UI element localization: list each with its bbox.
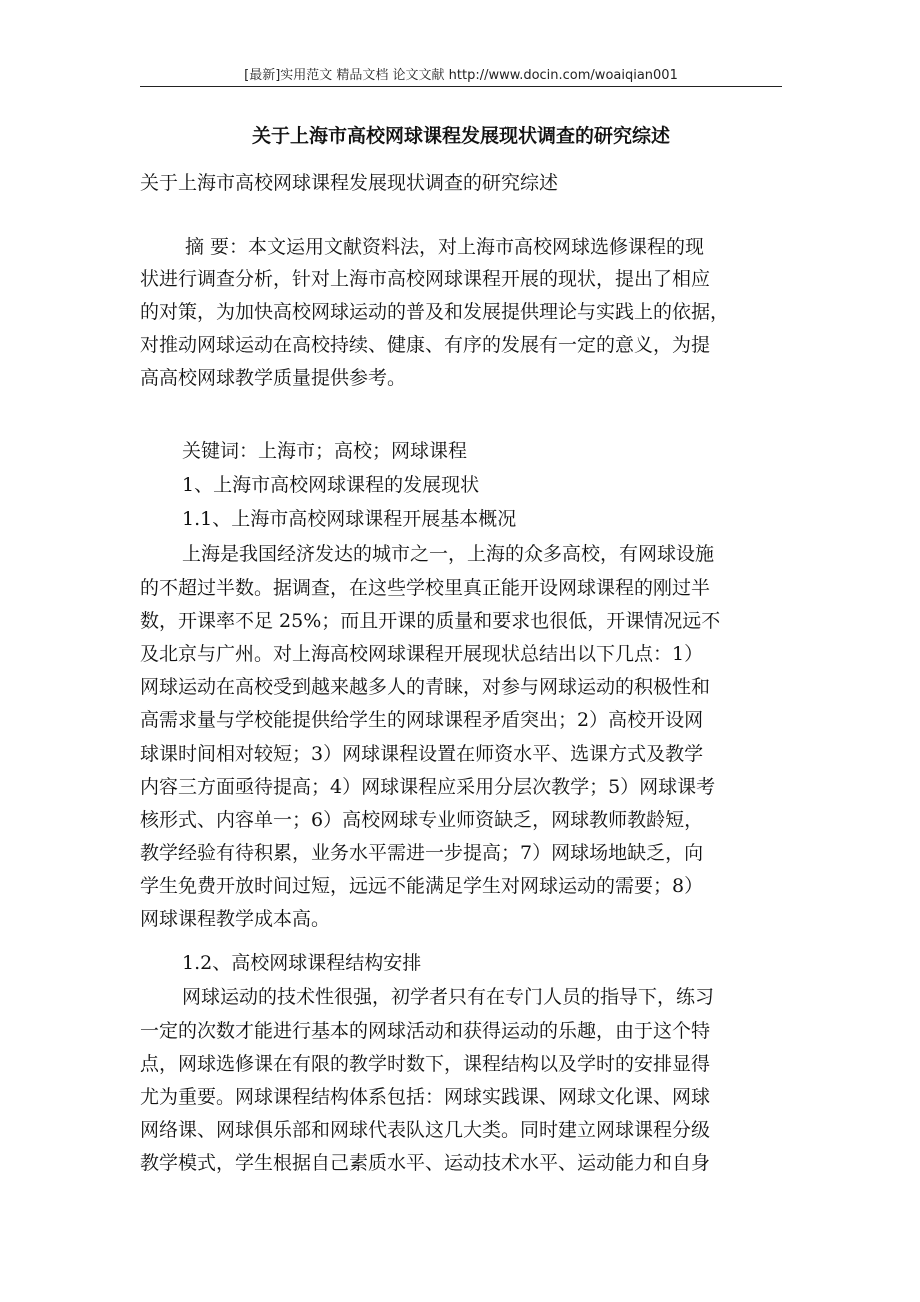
paragraph-line: 尤为重要。网球课程结构体系包括：网球实践课、网球文化课、网球 xyxy=(140,1086,711,1108)
paragraph-line: 球课时间相对较短；3）网球课程设置在师资水平、选课方式及教学 xyxy=(140,743,704,765)
paragraph-line: 网球课程教学成本高。 xyxy=(140,908,331,930)
page-header: [最新]实用范文 精品文档 论文文献 http://www.docin.com/woaiqian001 xyxy=(244,68,678,83)
subsection-heading: 1.2、高校网球课程结构安排 xyxy=(182,952,422,974)
paragraph-line: 教学模式，学生根据自己素质水平、运动技术水平、运动能力和自身 xyxy=(140,1152,711,1174)
keywords-line: 关键词：上海市；高校；网球课程 xyxy=(182,440,468,462)
paragraph-line: 点，网球选修课在有限的教学时数下，课程结构以及学时的安排显得 xyxy=(140,1053,711,1075)
abstract-line: 对推动网球运动在高校持续、健康、有序的发展有一定的意义，为提 xyxy=(140,334,711,356)
paragraph-line: 网络课、网球俱乐部和网球代表队这几大类。同时建立网球课程分级 xyxy=(140,1119,711,1141)
header-divider xyxy=(140,86,782,87)
abstract-line: 的对策，为加快高校网球运动的普及和发展提供理论与实践上的依据， xyxy=(140,301,730,323)
subtitle-line: 关于上海市高校网球课程发展现状调查的研究综述 xyxy=(140,172,559,194)
paragraph-line: 内容三方面亟待提高；4）网球课程应采用分层次教学；5）网球课考 xyxy=(140,776,716,798)
paragraph-line: 数，开课率不足 25%；而且开课的质量和要求也很低，开课情况远不 xyxy=(140,610,721,632)
section-heading: 1、上海市高校网球课程的发展现状 xyxy=(182,474,480,496)
abstract-line: 状进行调查分析，针对上海市高校网球课程开展的现状，提出了相应 xyxy=(140,268,711,290)
paragraph-line: 网球运动的技术性很强，初学者只有在专门人员的指导下，练习 xyxy=(182,986,715,1008)
paragraph-line: 上海是我国经济发达的城市之一，上海的众多高校，有网球设施 xyxy=(182,543,715,565)
paragraph-line: 的不超过半数。据调查，在这些学校里真正能开设网球课程的刚过半 xyxy=(140,577,711,599)
abstract-line: 摘 要：本文运用文献资料法，对上海市高校网球选修课程的现 xyxy=(185,236,705,258)
paragraph-line: 高需求量与学校能提供给学生的网球课程矛盾突出；2）高校开设网 xyxy=(140,709,704,731)
subsection-heading: 1.1、上海市高校网球课程开展基本概况 xyxy=(182,508,517,530)
paragraph-line: 教学经验有待积累，业务水平需进一步提高；7）网球场地缺乏，向 xyxy=(140,842,704,864)
document-title: 关于上海市高校网球课程发展现状调查的研究综述 xyxy=(251,125,670,147)
paragraph-line: 及北京与广州。对上海高校网球课程开展现状总结出以下几点：1） xyxy=(140,643,704,665)
abstract-line: 高高校网球教学质量提供参考。 xyxy=(140,367,407,389)
paragraph-line: 学生免费开放时间过短，远远不能满足学生对网球运动的需要；8） xyxy=(140,875,704,897)
paragraph-line: 一定的次数才能进行基本的网球活动和获得运动的乐趣，由于这个特 xyxy=(140,1020,711,1042)
paragraph-line: 网球运动在高校受到越来越多人的青睐，对参与网球运动的积极性和 xyxy=(140,676,711,698)
paragraph-line: 核形式、内容单一；6）高校网球专业师资缺乏，网球教师教龄短， xyxy=(140,809,704,831)
